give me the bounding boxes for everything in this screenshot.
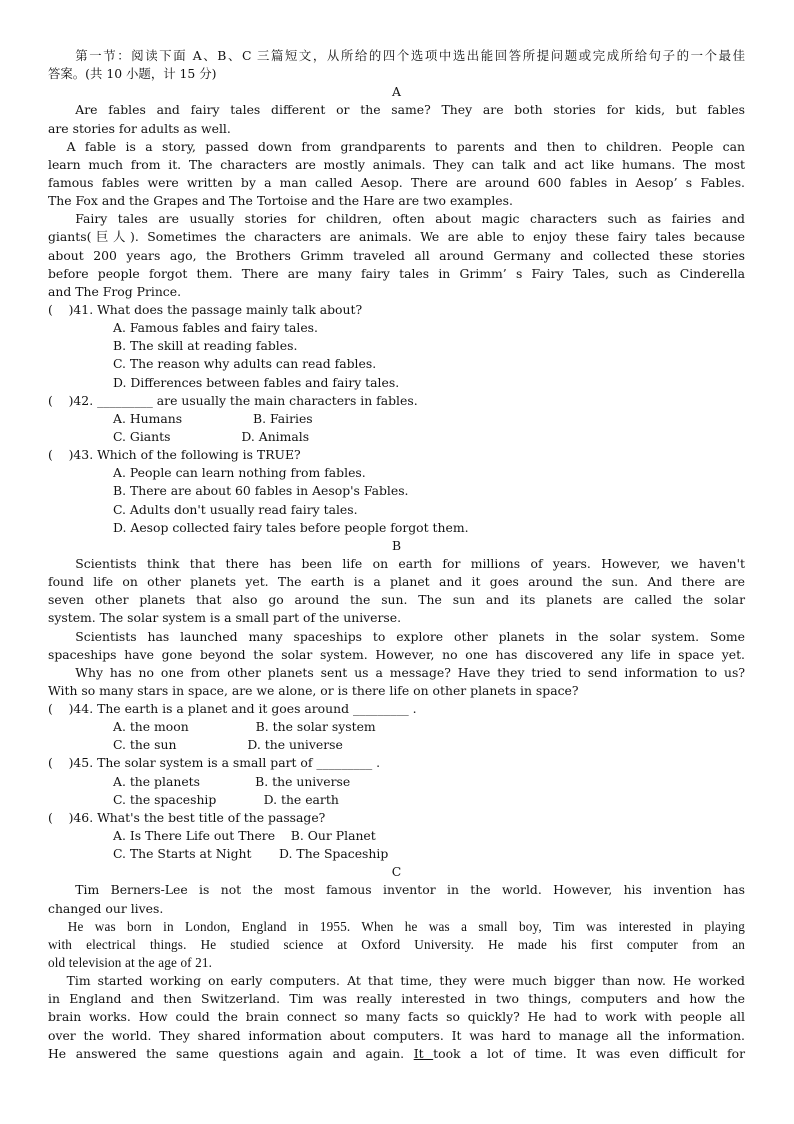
passage-a-line: Fairy tales are usually stories for children, often about magic characters such as fairies and — [75, 211, 745, 227]
passage-a-label: A — [392, 84, 401, 100]
section-instructions-line1: 第一节：阅读下面 A、B、C 三篇短文，从所给的四个选项中选出能回答所提问题或完成所给句子的一个最佳 — [75, 48, 745, 63]
question-43-option: D. Aesop collected fairy tales before people forgot them. — [113, 519, 469, 535]
passage-b-line: spaceships have gone beyond the solar system. However, no one has discovered any life in space yet. — [48, 646, 745, 662]
passage-a-line: giants(巨人). Sometimes the characters are animals. We are able to enjoy these fairy tales because — [48, 229, 745, 245]
question-45-stem: ( )45. The solar system is a small part of _________ . — [48, 755, 381, 771]
passage-c-line: in England and then Switzerland. Tim was really interested in two things, computers and how the — [48, 991, 745, 1007]
passage-b-line: found life on other planets yet. The earth is a planet and it goes around the sun. And there are — [48, 574, 745, 590]
passage-b-line: With so many stars in space, are we alone, or is there life on other planets in space? — [48, 682, 579, 698]
passage-c-line: Tim started working on early computers. At that time, they were much bigger than now. He worked — [66, 973, 745, 989]
passage-c-line: old television at the age of 21. — [48, 955, 213, 971]
question-43-stem: ( )43. Which of the following is TRUE? — [48, 447, 301, 463]
passage-a-line: The Fox and the Grapes and The Tortoise and the Hare are two examples. — [48, 193, 513, 209]
passage-b-line: Why has no one from other planets sent us a message? Have they tried to send information to us? — [75, 664, 745, 680]
question-46-stem: ( )46. What's the best title of the passage? — [48, 809, 326, 825]
question-43-option: C. Adults don't usually read fairy tales. — [113, 501, 358, 517]
passage-c-line: with electrical things. He studied science at Oxford University. He made his first computer from an — [48, 936, 745, 952]
passage-a-line: learn much from it. The characters are mostly animals. They can talk and act like humans. The most — [48, 156, 745, 172]
passage-c-line: over the world. They shared information about computers. It was hard to manage all the information. — [48, 1027, 745, 1043]
question-43-option: A. People can learn nothing from fables. — [113, 465, 366, 481]
question-41-option: B. The skill at reading fables. — [113, 338, 298, 354]
passage-b-line: Scientists think that there has been life on earth for millions of years. However, we haven't — [75, 555, 745, 571]
question-44-stem: ( )44. The earth is a planet and it goes around _________ . — [48, 701, 417, 717]
question-41-stem: ( )41. What does the passage mainly talk about? — [48, 301, 363, 317]
passage-a-line: famous fables were written by a man called Aesop. There are around 600 fables in Aesop’ s Fables. — [48, 174, 745, 190]
passage-a-line: Are fables and fairy tales different or the same? They are both stories for kids, but fables — [75, 102, 745, 118]
question-45-options-ab: A. the planets B. the universe — [113, 773, 351, 789]
question-41-option: C. The reason why adults can read fables. — [113, 356, 377, 372]
question-42-options-cd: C. Giants D. Animals — [113, 428, 310, 444]
exam-page — [48, 47, 745, 1063]
question-43-option: B. There are about 60 fables in Aesop's Fables. — [113, 483, 409, 499]
passage-c-last-line-before: He answered the same questions again and again. — [48, 1045, 414, 1061]
question-46-options-ab: A. Is There Life out There B. Our Planet — [113, 828, 376, 844]
question-44-options-ab: A. the moon B. the solar system — [113, 719, 376, 735]
passage-a-line: A fable is a story, passed down from grandparents to parents and then to children. People can — [66, 138, 745, 154]
passage-c-last-line-after: took a lot of time. It was even difficult for — [433, 1045, 746, 1061]
question-42-options-ab: A. Humans B. Fairies — [113, 410, 313, 426]
passage-b-line: system. The solar system is a small part of the universe. — [48, 610, 402, 626]
passage-c-line: He was born in London, England in 1955. When he was a small boy, Tim was interested in playing — [67, 918, 745, 934]
passage-c-line: brain works. How could the brain connect so many facts so quickly? He had to work with people all — [48, 1009, 745, 1025]
passage-a-line: about 200 years ago, the Brothers Grimm traveled all around Germany and collected these stories — [48, 247, 745, 263]
passage-b-line: Scientists has launched many spaceships to explore other planets in the solar system. Some — [75, 628, 745, 644]
passage-b-label: B — [391, 537, 402, 553]
passage-c-line: changed our lives. — [48, 900, 164, 916]
section-instructions-line2: 答案。(共 10 小题，计 15 分) — [48, 66, 217, 82]
underlined-word-it: It — [413, 1045, 434, 1061]
question-41-option: A. Famous fables and fairy tales. — [113, 320, 318, 336]
passage-c-last-line — [48, 1045, 745, 1063]
passage-a-line: are stories for adults as well. — [48, 120, 231, 136]
passage-c-label: C — [391, 864, 402, 880]
question-45-options-cd: C. the spaceship D. the earth — [113, 791, 339, 807]
passage-b-line: seven other planets that also go around the sun. The sun and its planets are called the solar — [48, 592, 745, 608]
passage-a-line: before people forgot them. There are many fairy tales in Grimm’ s Fairy Tales, such as Cinderella — [48, 265, 745, 281]
question-46-options-cd: C. The Starts at Night D. The Spaceship — [113, 846, 389, 862]
passage-a-line: and The Frog Prince. — [48, 283, 182, 299]
passage-c-line: Tim Berners-Lee is not the most famous inventor in the world. However, his invention has — [75, 882, 745, 898]
question-44-options-cd: C. the sun D. the universe — [113, 737, 343, 753]
question-41-option: D. Differences between fables and fairy tales. — [113, 374, 400, 390]
question-42-stem: ( )42. _________ are usually the main characters in fables. — [48, 392, 418, 408]
